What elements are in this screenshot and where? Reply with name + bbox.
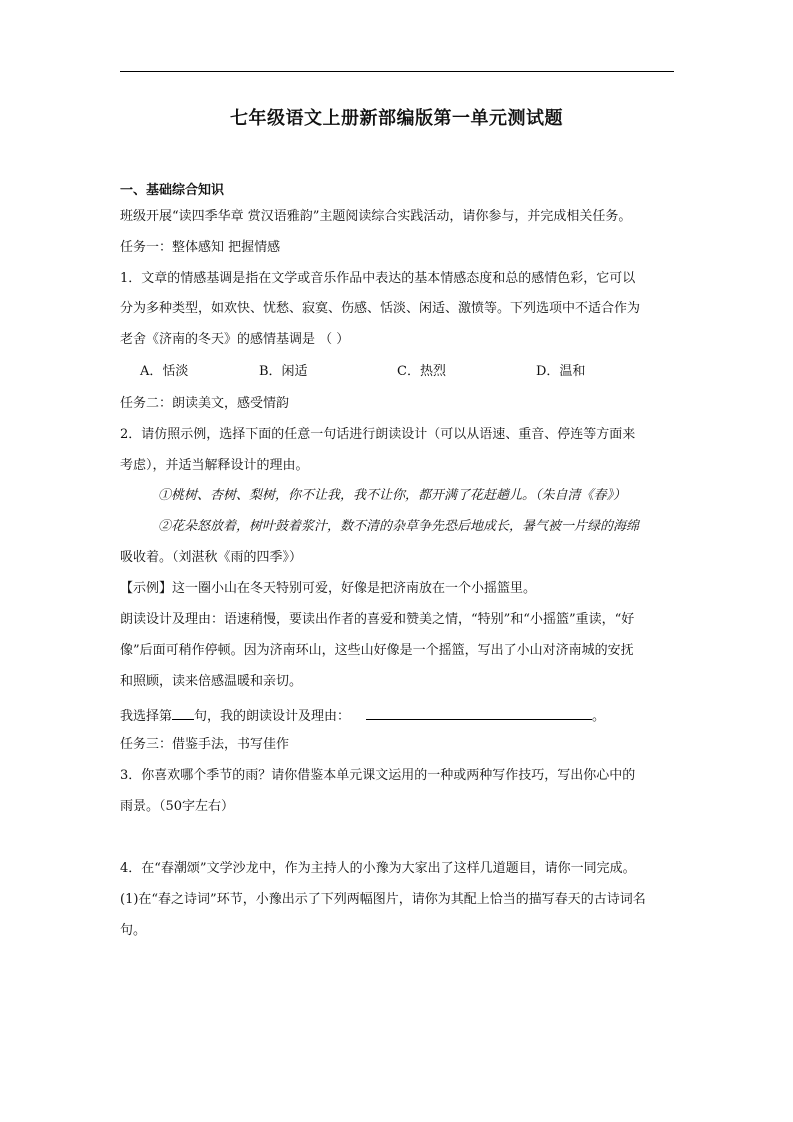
question-1-line-3: 老舍《济南的冬天》的感情基调是 （ ）	[120, 332, 350, 347]
question-2-line-2: 考虑），并适当解释设计的理由。	[120, 458, 309, 473]
reason-line-2: 像”后面可稍作停顿。因为济南环山，这些山好像是一个摇篮，写出了小山对济南城的安抚	[120, 643, 634, 658]
option-a: A．恬淡	[140, 364, 189, 379]
page-title: 七年级语文上册新部编版第一单元测试题	[230, 108, 563, 129]
question-2-line-1: 2．请仿照示例，选择下面的任意一句话进行朗读设计（可以从语速、重音、停连等方面来	[120, 427, 636, 442]
answer-end: 。	[592, 709, 606, 724]
question-3-line-1: 3．你喜欢哪个季节的雨？请你借鉴本单元课文运用的一种或两种写作技巧，写出你心中的	[120, 768, 636, 783]
answer-prefix: 我选择第	[120, 709, 173, 724]
example-text: 【示例】这一圈小山在冬天特别可爱，好像是把济南放在一个小摇篮里。	[120, 581, 537, 596]
answer-line	[120, 705, 605, 726]
question-4-sub-1-line-2: 句。	[120, 923, 147, 938]
option-b: B．闲适	[259, 364, 308, 379]
answer-middle: 句，我的朗读设计及理由：	[194, 709, 351, 724]
reason-line-3: 和照顾，读来倍感温暖和亲切。	[120, 674, 303, 689]
reason-answer-blank[interactable]	[366, 705, 592, 720]
question-1-line-1: 1．文章的情感基调是指在文学或音乐作品中表达的基本情感态度和总的感情色彩，它可以	[120, 271, 636, 286]
reason-line-1: 朗读设计及理由：语速稍慢，要读出作者的喜爱和赞美之情，“特别”和“小摇篮”重读，“好	[120, 612, 635, 627]
question-4-line-1: 4．在“春潮颂”文学沙龙中，作为主持人的小豫为大家出了这样几道题目，请你一同完成。	[120, 861, 636, 876]
sentence-2-line-1: ②花朵怒放着，树叶鼓着浆汁，数不清的杂草争先恐后地成长，暑气被一片绿的海绵	[158, 519, 640, 534]
option-c: C．热烈	[397, 364, 446, 379]
header-rule	[120, 71, 674, 72]
sentence-1: ①桃树、杏树、梨树，你不让我，我不让你，都开满了花赶趟儿。（朱自清《春》）	[158, 488, 627, 503]
task-one-heading: 任务一：整体感知 把握情感	[120, 240, 281, 255]
sentence-number-blank[interactable]	[172, 705, 194, 720]
sentence-2-line-2: 吸收着。（刘湛秋《雨的四季》）	[120, 550, 303, 565]
intro-text: 班级开展“读四季华章 赏汉语雅韵”主题阅读综合实践活动，请你参与，并完成相关任务。	[120, 209, 632, 224]
option-d: D．温和	[536, 364, 586, 379]
question-3-line-2: 雨景。（50字左右）	[120, 799, 235, 814]
task-two-heading: 任务二：朗读美文，感受情韵	[120, 396, 290, 411]
question-1-line-2: 分为多种类型，如欢快、忧愁、寂寞、伤感、恬淡、闲适、激愤等。下列选项中不适合作为	[120, 301, 641, 316]
section-heading: 一、基础综合知识	[120, 183, 225, 198]
task-three-heading: 任务三：借鉴手法，书写佳作	[120, 737, 290, 752]
question-4-sub-1-line-1: (1)在“春之诗词”环节，小豫出示了下列两幅图片，请你为其配上恰当的描写春天的古诗词名	[120, 892, 646, 907]
